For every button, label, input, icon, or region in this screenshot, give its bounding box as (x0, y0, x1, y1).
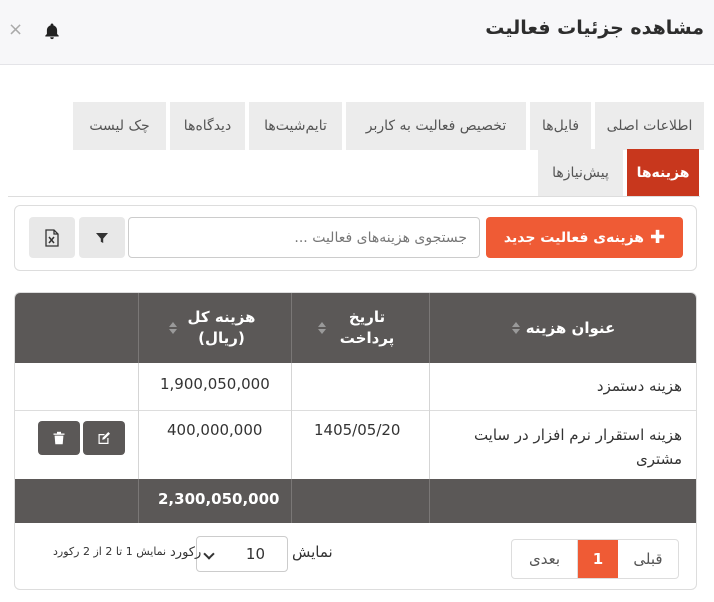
row2-title: هزینه استقرار نرم افزار در سایت مشتری (473, 426, 682, 468)
tab-costs[interactable]: هزینه‌ها (627, 149, 699, 197)
edit-icon (97, 431, 111, 445)
prev-page-button[interactable]: قبلی (633, 550, 663, 568)
edit-button[interactable] (83, 421, 125, 455)
row1-title: هزینه دستمزد (596, 377, 682, 395)
close-icon[interactable]: × (8, 19, 24, 40)
sort-icon (318, 322, 326, 334)
next-page-button[interactable]: بعدی (512, 540, 578, 578)
row1-total: 1,900,050,000 (160, 375, 270, 393)
column-divider (291, 479, 292, 523)
row-divider (15, 410, 697, 411)
row2-total: 400,000,000 (167, 421, 263, 439)
costs-toolbar (14, 205, 697, 271)
column-date-label: تاریخ پرداخت (339, 308, 395, 347)
chevron-down-icon (203, 548, 214, 559)
column-title-label: عنوان هزینه (525, 318, 616, 337)
excel-export-icon (44, 229, 60, 247)
column-divider (138, 479, 139, 523)
page-size-show-label: نمایش (292, 543, 333, 561)
footer-total: 2,300,050,000 (158, 490, 280, 508)
column-divider (429, 363, 430, 479)
records-info: نمایش 1 تا 2 از 2 رکورد (53, 545, 167, 558)
column-divider (138, 363, 139, 479)
column-divider (429, 479, 430, 523)
column-header-total[interactable] (138, 293, 291, 363)
pagination (511, 539, 679, 579)
column-divider (291, 293, 292, 363)
delete-button[interactable] (38, 421, 80, 455)
tab-comments[interactable]: دیدگاه‌ها (170, 102, 245, 150)
tabs-divider (8, 196, 700, 197)
page-size-select[interactable] (196, 536, 288, 572)
page-size-value: 10 (245, 545, 265, 563)
tab-timesheets[interactable]: تایم‌شیت‌ها (249, 102, 342, 150)
column-header-title[interactable] (429, 293, 697, 363)
sort-icon (512, 322, 520, 334)
row2-date: 1405/05/20 (314, 421, 401, 439)
plus-icon: ✚ (650, 227, 666, 248)
sort-icon (169, 322, 177, 334)
costs-grid (14, 292, 697, 590)
dialog-header (0, 0, 714, 65)
column-divider (429, 293, 430, 363)
column-total-label: هزینه کل (ریال) (187, 308, 256, 347)
dialog-title: مشاهده جزئیات فعالیت (485, 17, 704, 39)
tab-prerequisites[interactable]: پیش‌نیازها (538, 149, 623, 197)
tab-assign-user[interactable]: تخصیص فعالیت به کاربر (346, 102, 526, 150)
excel-export-button[interactable] (29, 217, 75, 258)
current-page-button[interactable]: 1 (578, 540, 618, 578)
filter-button[interactable] (79, 217, 125, 258)
bell-icon[interactable] (43, 22, 61, 40)
column-header-actions (15, 293, 138, 363)
grid-footer (15, 479, 697, 523)
tab-files[interactable]: فایل‌ها (530, 102, 591, 150)
column-header-date[interactable] (291, 293, 429, 363)
trash-icon (53, 431, 65, 445)
tab-main-info[interactable]: اطلاعات اصلی (595, 102, 704, 150)
column-divider (291, 363, 292, 479)
tab-checklist[interactable]: چک لیست (73, 102, 166, 150)
filter-icon (95, 231, 109, 245)
new-cost-button[interactable] (486, 217, 683, 258)
new-cost-button-label: هزینه‌ی فعالیت جدید (503, 229, 645, 246)
page-size-records-label: رکورد (170, 545, 202, 560)
column-divider (138, 293, 139, 363)
cost-search-input[interactable] (128, 217, 480, 258)
